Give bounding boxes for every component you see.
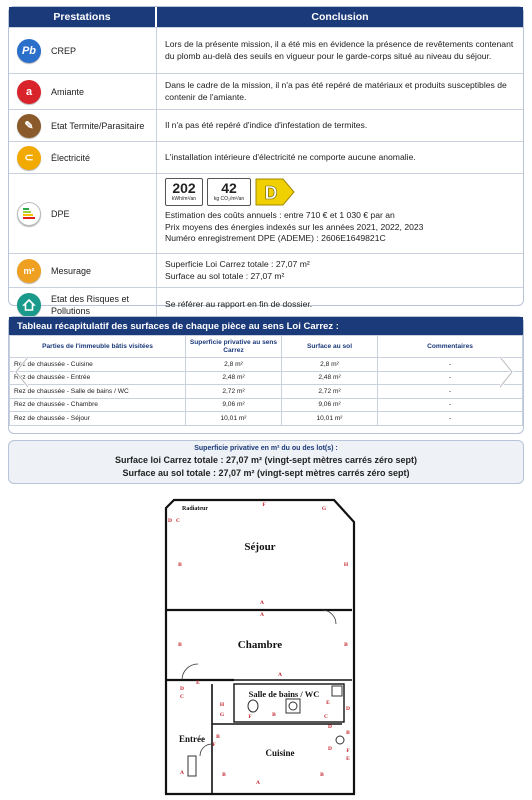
measure-marker: F [248,714,252,720]
measure-marker: B [222,772,226,778]
measure-marker: B [178,642,182,648]
measure-marker: B [344,642,348,648]
cell-comment: - [378,398,523,412]
prestations-header: Prestations [9,7,157,27]
cell-room: Rez de chaussée - Séjour [10,412,186,426]
measure-marker: C [324,714,328,720]
cell-sol: 2,72 m² [282,385,378,399]
dpe-number-line: Numéro enregistrement DPE (ADEME) : 2606E1649821C [165,233,386,243]
measure-marker: B [272,712,276,718]
cell-carrez: 2,48 m² [186,371,282,385]
measure-marker: E [196,680,200,686]
measure-marker: F [262,502,266,508]
previous-arrow-icon[interactable] [12,355,32,389]
energy-value: 202 [172,180,196,196]
cell-comment: - [378,371,523,385]
row-termites [9,109,523,141]
measure-marker: F [346,748,350,754]
diagnostic-summary-table [8,6,524,316]
col-commentaires: Commentaires [378,336,523,358]
energy-consumption-box [165,178,203,206]
label-chambre: Chambre [237,639,283,651]
row-amiante [9,73,523,109]
electricity-icon: ⊂ [17,146,41,170]
house-icon [17,293,41,317]
measure-marker: B [320,772,324,778]
row-electricite [9,141,523,173]
row-crep [9,27,523,73]
measure-marker: B [178,562,182,568]
row-name: Etat Termite/Parasitaire [49,110,157,141]
toilet-icon [286,699,300,713]
row-conclusion: Dans le cadre de la mission, il n'a pas été repéré de matériaux et produits susceptibles de contenir de l'amiante. [165,80,507,102]
cupboard-icon [188,756,196,776]
measure-marker: D [180,686,184,692]
label-cuisine: Cuisine [265,748,295,758]
table-header [9,7,523,27]
measure-marker: D [328,746,332,752]
asbestos-icon: a [17,80,41,104]
col-sol: Surface au sol [282,336,378,358]
row-conclusion: L'installation intérieure d'électricité ne comporte aucune anomalie. [165,151,416,162]
row-name: DPE [49,174,157,253]
measure-marker: A [278,672,282,678]
table-row [10,371,523,385]
cell-room: Rez de chaussée - Chambre [10,398,186,412]
next-arrow-icon[interactable] [496,355,516,389]
cell-sol: 9,06 m² [282,398,378,412]
carrez-total-line: Superficie Loi Carrez totale : 27,07 m² [165,259,310,269]
cell-room: Rez de chaussée - Entrée [10,371,186,385]
label-radiateur: Radiateur [182,506,208,512]
pb-icon: Pb [17,39,41,63]
cell-sol: 10,01 m² [282,412,378,426]
table-row [10,398,523,412]
measure-marker: A [260,612,264,618]
measure-marker: C [176,518,180,524]
row-name: Etat des Risques et Pollutions [49,288,157,321]
summary-caption: Superficie privative en m² du ou des lot(s) : [194,445,338,452]
cell-comment: - [378,412,523,426]
energy-label-icon [17,202,41,226]
measure-marker: A [256,780,260,786]
cell-room: Rez de chaussée - Salle de bains / WC [10,385,186,399]
measure-marker: D [346,706,350,712]
label-sdb: Salle de bains / WC [248,689,320,699]
surface-summary-box [8,440,524,484]
dpe-price-line: Prix moyens des énergies indexés sur les années 2021, 2022, 2023 [165,221,424,232]
row-mesurage [9,253,523,287]
measure-marker: H [343,562,349,568]
cell-carrez: 2,8 m² [186,358,282,372]
row-name: Mesurage [49,254,157,287]
measure-marker: A [260,600,264,606]
measure-marker: E [326,700,330,706]
energy-unit: kWh/m²/an [171,196,197,202]
surfaces-table [8,316,524,434]
measure-marker: B [346,730,350,736]
cell-comment: - [378,358,523,372]
conclusion-header: Conclusion [157,7,523,27]
row-conclusion: Se référer au rapport en fin de dossier. [165,298,313,309]
shower-icon [332,686,342,696]
col-parties: Parties de l'immeuble bâtis visitées [10,336,186,358]
measure-marker: B [216,734,220,740]
measure-marker: A [180,770,184,776]
label-sejour: Séjour [244,541,276,553]
co2-unit: kg CO₂/m²/an [213,196,245,202]
dpe-class-letter: D [264,183,278,203]
row-name: Amiante [49,74,157,109]
toilet-bowl-icon [289,702,297,710]
co2-emission-box [207,178,251,206]
measure-marker: G [219,712,225,718]
door-arc [322,610,336,624]
row-conclusion: Il n'a pas été repéré d'indice d'infestation de termites. [165,119,368,130]
measure-marker: D [168,518,172,524]
summary-carrez: Surface loi Carrez totale : 27,07 m² (vingt-sept mètres carrés zéro sept) [114,455,418,465]
col-carrez: Superficie privative au sens Carrez [186,336,282,358]
cell-sol: 2,48 m² [282,371,378,385]
cell-carrez: 10,01 m² [186,412,282,426]
table-row [10,358,523,372]
dpe-indicators [165,178,515,206]
label-entree: Entrée [179,734,205,744]
measure-marker: G [321,506,327,512]
sink-icon [248,700,258,712]
door-arc [200,744,212,756]
floor-total-line: Surface au sol totale : 27,07 m² [165,270,285,281]
cell-carrez: 2,72 m² [186,385,282,399]
cell-comment: - [378,385,523,399]
row-dpe [9,173,523,253]
row-name: CREP [49,28,157,73]
door-arc [182,664,198,680]
table-row [10,412,523,426]
measure-marker: E [346,756,350,762]
surfaces-title: Tableau récapitulatif des surfaces de chaque pièce au sens Loi Carrez : [9,317,523,335]
measure-marker: D [328,724,332,730]
measure-marker: C [180,694,184,700]
summary-sol: Surface au sol totale : 27,07 m² (vingt-sept mètres carrés zéro sept) [122,468,410,478]
co2-value: 42 [221,180,237,196]
row-name: Électricité [49,142,157,173]
table-row [10,385,523,399]
cell-sol: 2,8 m² [282,358,378,372]
termite-icon: ✎ [17,114,41,138]
surfaces-header-row [10,336,523,358]
measure-marker: F [212,742,216,748]
dpe-cost-line: Estimation des coûts annuels : entre 710 € et 1 030 € par an [165,210,395,220]
dpe-class-badge [255,178,295,206]
measure-marker: H [219,702,225,708]
cell-carrez: 9,06 m² [186,398,282,412]
hob-icon [336,736,344,744]
cell-room: Rez de chaussée - Cuisine [10,358,186,372]
floor-plan [152,494,372,794]
row-conclusion: Lors de la présente mission, il a été mis en évidence la présence de revêtements contenant du plomb au-delà des seuils en vigueur pour le garde-corps situé au niveau du séjour. [165,39,514,61]
measure-icon: m² [17,259,41,283]
